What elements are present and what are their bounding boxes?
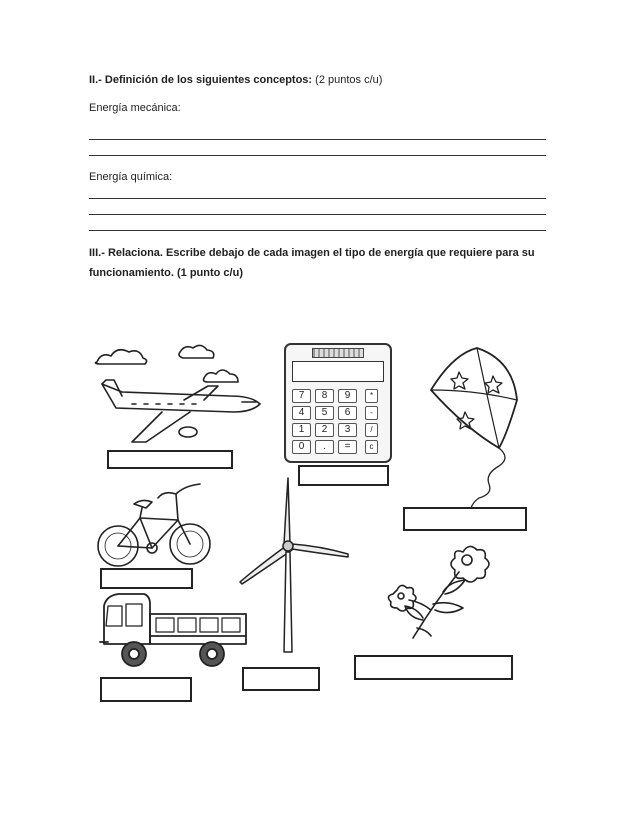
- concept-label-mechanical: Energía mecánica:: [89, 102, 181, 114]
- calculator-key: 1: [292, 423, 311, 437]
- calculator-key: 3: [338, 423, 357, 437]
- answer-box-wind-turbine[interactable]: [242, 667, 320, 691]
- calculator-key: 5: [315, 406, 334, 420]
- calculator-key: /: [365, 423, 378, 437]
- answer-box-bicycle[interactable]: [100, 568, 193, 589]
- section-2-heading-points: (2 puntos c/u): [312, 74, 383, 86]
- section-2-heading-bold: II.- Definición de los siguientes conceptos:: [89, 74, 313, 86]
- flower-illustration: [383, 540, 493, 640]
- calculator-key: -: [365, 406, 378, 420]
- answer-line[interactable]: [89, 198, 546, 199]
- section-3-heading-line-2: funcionamiento. (1 punto c/u): [89, 267, 243, 279]
- calculator-illustration: [284, 343, 392, 463]
- answer-line[interactable]: [89, 214, 546, 215]
- calculator-key: 8: [315, 389, 334, 403]
- calculator-key: 7: [292, 389, 311, 403]
- kite-string: [471, 448, 505, 508]
- answer-box-airplane[interactable]: [107, 450, 233, 469]
- concept-label-chemical: Energía química:: [89, 171, 173, 183]
- calculator-solar-panel: [312, 348, 364, 358]
- answer-line[interactable]: [89, 230, 546, 231]
- wind-turbine-illustration: [236, 474, 336, 654]
- bicycle-illustration: [94, 474, 212, 574]
- calculator-key: =: [338, 440, 357, 454]
- answer-box-kite[interactable]: [403, 507, 527, 531]
- star-icon: [457, 412, 474, 429]
- section-2-heading: [89, 73, 382, 87]
- calculator-key: 9: [338, 389, 357, 403]
- calculator-key: 4: [292, 406, 311, 420]
- calculator-display: [292, 361, 384, 382]
- calculator-key: 2: [315, 423, 334, 437]
- calculator-key: *: [365, 389, 378, 403]
- answer-line[interactable]: [89, 155, 546, 156]
- airplane-illustration: [92, 340, 262, 450]
- truck-illustration: [96, 592, 246, 672]
- calculator-key: c: [365, 440, 378, 454]
- cloud-icon: [204, 370, 239, 382]
- calculator-key: 6: [338, 406, 357, 420]
- calculator-key: 0: [292, 440, 311, 454]
- section-3-heading-line-1: III.- Relaciona. Escribe debajo de cada imagen el tipo de energía que requiere para su: [89, 247, 535, 259]
- star-icon: [451, 372, 468, 389]
- answer-line[interactable]: [89, 139, 546, 140]
- cloud-icon: [95, 350, 146, 364]
- calculator-key: .: [315, 440, 334, 454]
- cloud-icon: [179, 345, 214, 358]
- star-icon: [485, 376, 502, 393]
- answer-box-flower[interactable]: [354, 655, 513, 680]
- answer-box-truck[interactable]: [100, 677, 192, 702]
- kite-illustration: [425, 346, 525, 506]
